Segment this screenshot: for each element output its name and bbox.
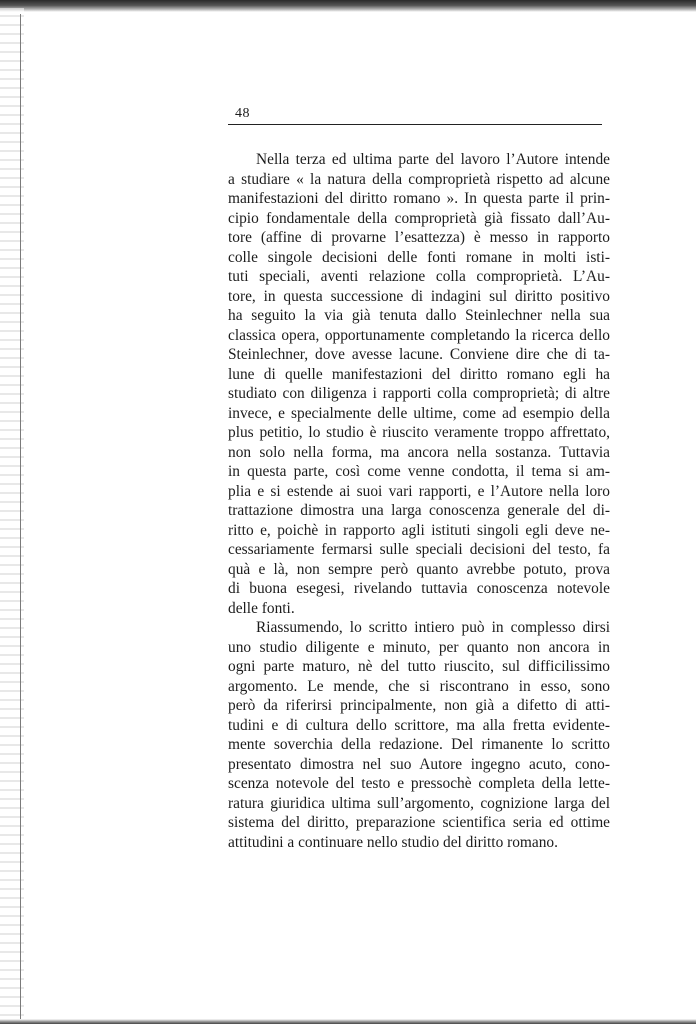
text-line: plia e si estende ai suoi vari rapporti, e l’Autore nella loro [228, 482, 610, 500]
text-line: tore, in questa successione di indagini sul diritto positivo [228, 287, 610, 305]
text-line: cipio fondamentale della comproprietà già fissato dall’Au- [228, 209, 610, 227]
text-line: ogni parte maturo, nè del tutto riuscito, sul difficilissimo [228, 658, 610, 675]
text-line: manifestazioni del diritto romano ». In questa parte il prin- [228, 190, 610, 207]
text-line: plus petitio, lo studio è riuscito veramente troppo affrettato, [228, 424, 610, 441]
scan-margin-line [20, 14, 21, 1019]
text-line: Riassumendo, lo scritto intiero può in complesso dirsi [256, 619, 610, 636]
text-line: tore (affine di provarne l’esattezza) è messo in rapporto [228, 229, 610, 246]
text-line: Steinlechner, dove avesse lacune. Conviene dire che di ta- [228, 346, 610, 363]
text-line: mente soverchia della redazione. Del rimanente lo scritto [228, 736, 610, 753]
paragraph-2 [228, 618, 610, 852]
text-line: tuti speciali, aventi relazione colla comproprietà. L’Au- [228, 268, 610, 285]
text-line: cessariamente fermarsi sulle speciali decisioni del testo, fa [228, 541, 610, 558]
paragraph-1 [228, 150, 610, 618]
text-line: ratura giuridica ultima sull’argomento, cognizione larga del [228, 794, 610, 812]
scan-bottom-edge [0, 1019, 696, 1024]
text-line: presentato dimostra nel suo Autore ingegno acuto, cono- [228, 755, 610, 773]
text-line: lune di quelle manifestazioni del diritto romano egli ha [228, 365, 610, 383]
text-line: Nella terza ed ultima parte del lavoro l’Autore intende [256, 151, 610, 168]
text-line: scenza notevole del testo e pressochè completa della lette- [228, 775, 610, 792]
text-line: però da riferirsi principalmente, non già a difetto di atti- [228, 697, 610, 714]
text-line: a studiare « la natura della comproprietà rispetto ad alcune [228, 170, 610, 188]
text-line: argomento. Le mende, che si riscontrano in esso, sono [228, 677, 610, 695]
text-line: in questa parte, così come venne condotta, il tema si am- [228, 463, 610, 480]
text-line: delle fonti. [228, 599, 295, 617]
text-line: attitudini a continuare nello studio del diritto romano. [228, 833, 558, 851]
text-line: ha seguito la via già tenuta dallo Steinlechner nella sua [228, 307, 610, 324]
text-line: non solo nella forma, ma ancora nella sostanza. Tuttavia [228, 443, 610, 461]
body-text [228, 150, 610, 852]
text-line: classica opera, opportunamente completando la ricerca dello [228, 326, 610, 344]
text-line: quà e là, non sempre però quanto avrebbe potuto, prova [228, 560, 610, 578]
text-line: uno studio diligente e minuto, per quanto non ancora in [228, 638, 610, 656]
text-line: studiato con diligenza i rapporti colla comproprietà; di altre [228, 385, 610, 402]
text-line: di buona esegesi, rivelando tuttavia conoscenza notevole [228, 580, 610, 597]
text-line: trattazione dimostra una larga conoscenza generale del di- [228, 502, 610, 519]
header-rule [228, 124, 602, 125]
text-line: invece, e specialmente delle ultime, come ad esempio della [228, 404, 610, 422]
text-line: colle singole decisioni delle fonti romane in molti isti- [228, 248, 610, 266]
text-line: sistema del diritto, preparazione scientifica seria ed ottime [228, 814, 610, 831]
page-number: 48 [235, 106, 250, 121]
scan-top-edge [0, 0, 696, 12]
text-line: tudini e di cultura dello scrittore, ma alla fretta evidente- [228, 716, 610, 734]
text-line: ritto e, poichè in rapporto agli istituti singoli egli deve ne- [228, 521, 610, 539]
